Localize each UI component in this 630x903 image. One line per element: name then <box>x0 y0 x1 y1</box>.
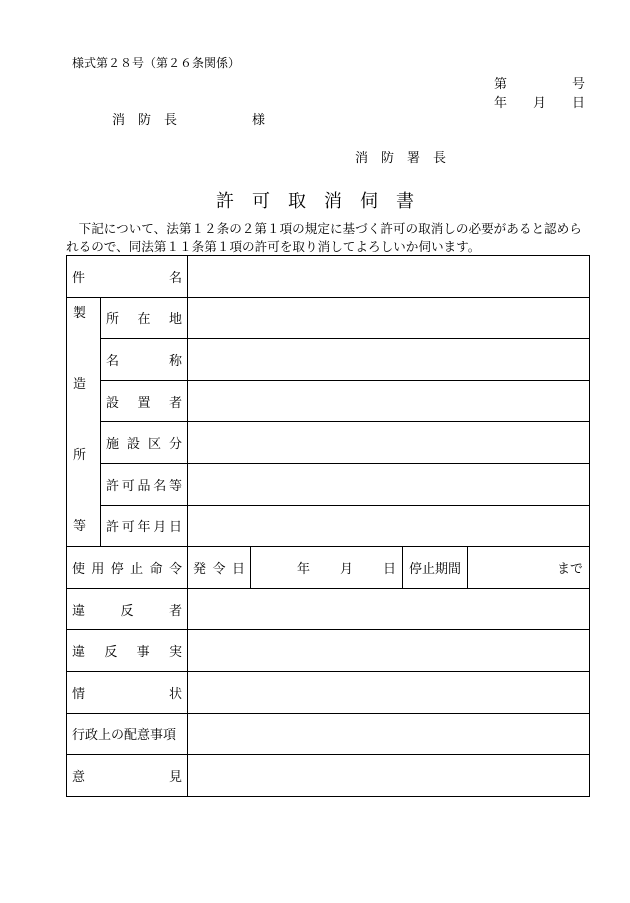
row-permit-date <box>67 505 590 547</box>
label-char: 名 <box>106 353 120 369</box>
label-permit-date <box>101 505 188 547</box>
number-prefix: 第 <box>494 77 508 92</box>
label-case-name <box>67 256 188 298</box>
label-issue-date <box>188 547 251 589</box>
label-char: 許 <box>106 520 120 536</box>
date-month: 月 <box>533 96 547 111</box>
label-char: 発 <box>193 561 207 577</box>
label-char: 違 <box>72 645 86 661</box>
label-char: 使 <box>72 561 86 577</box>
document-title: 許 可 取 消 伺 書 <box>216 191 414 212</box>
sender: 消 防 署 長 <box>355 151 447 166</box>
field-location[interactable] <box>188 297 590 339</box>
label-admin-considerations: 行政上の配意事項 <box>67 713 188 755</box>
label-char: 名 <box>168 270 182 286</box>
label-char: 令 <box>212 561 226 577</box>
label-char: 在 <box>137 312 151 328</box>
label-char: 製 <box>73 305 87 321</box>
field-facility-class[interactable] <box>188 422 590 464</box>
label-char: 違 <box>72 603 86 619</box>
label-permitted-items <box>101 463 188 505</box>
label-char: 地 <box>168 312 182 328</box>
row-violation-facts <box>67 630 590 672</box>
label-char: 情 <box>72 686 86 702</box>
label-char: 者 <box>168 603 182 619</box>
addressee <box>112 109 266 128</box>
row-opinion <box>67 755 590 797</box>
field-violator[interactable] <box>188 588 590 630</box>
label-char: 名 <box>153 478 167 494</box>
label-char: 停 <box>110 561 124 577</box>
row-violator <box>67 588 590 630</box>
date-day: 日 <box>572 96 586 111</box>
label-char: 区 <box>147 437 161 453</box>
row-case-name <box>67 256 590 298</box>
label-violator <box>67 588 188 630</box>
intro-text: 下記について、法第１２条の２第１項の規定に基づく許可の取消しの必要があると認められるので、同法第１１条第１項の許可を取り消してよろしいか伺います。 <box>66 221 582 254</box>
label-char: 称 <box>168 353 182 369</box>
issue-year-label: 年 <box>296 561 310 577</box>
label-char: 日 <box>231 561 245 577</box>
field-case-name[interactable] <box>188 256 590 298</box>
label-char: 所 <box>106 312 120 328</box>
label-char: 見 <box>168 769 182 785</box>
row-circumstances <box>67 671 590 713</box>
label-char: 等 <box>73 518 87 534</box>
label-char: 設 <box>106 395 120 411</box>
label-char: 意 <box>72 769 86 785</box>
form-table <box>66 255 590 797</box>
issue-day-label: 日 <box>382 561 396 577</box>
label-char: 状 <box>168 686 182 702</box>
row-installer <box>67 380 590 422</box>
label-char: 事 <box>136 645 150 661</box>
field-opinion[interactable] <box>188 755 590 797</box>
issue-month-label: 月 <box>339 561 353 577</box>
row-permitted-items <box>67 463 590 505</box>
field-permitted-items[interactable] <box>188 463 590 505</box>
field-circumstances[interactable] <box>188 671 590 713</box>
row-admin-considerations <box>67 713 590 755</box>
date-year: 年 <box>494 96 508 111</box>
label-char: 分 <box>168 437 182 453</box>
label-char: 月 <box>153 520 167 536</box>
field-installer[interactable] <box>188 380 590 422</box>
label-char: 年 <box>137 520 151 536</box>
label-char: 令 <box>168 561 182 577</box>
label-char: 許 <box>106 478 120 494</box>
number-suffix: 号 <box>572 77 586 92</box>
label-violation-facts <box>67 630 188 672</box>
label-char: 可 <box>121 478 135 494</box>
label-char: 施 <box>106 437 120 453</box>
row-name <box>67 339 590 381</box>
label-circumstances <box>67 671 188 713</box>
label-char: 可 <box>121 520 135 536</box>
row-facility-class <box>67 422 590 464</box>
field-admin-considerations[interactable] <box>188 713 590 755</box>
label-installer <box>101 380 188 422</box>
label-char: 品 <box>137 478 151 494</box>
row-location <box>67 297 590 339</box>
label-facility-group <box>67 297 101 547</box>
field-suspension-period[interactable] <box>468 547 590 589</box>
field-name[interactable] <box>188 339 590 381</box>
label-char: 止 <box>130 561 144 577</box>
label-char: 命 <box>149 561 163 577</box>
label-char: 反 <box>120 603 134 619</box>
label-char: 設 <box>126 437 140 453</box>
label-opinion <box>67 755 188 797</box>
label-char: 実 <box>168 645 182 661</box>
label-char: 用 <box>91 561 105 577</box>
until-label: まで <box>556 561 583 577</box>
addressee-title: 消 防 長 <box>112 113 178 128</box>
label-suspension-order <box>67 547 188 589</box>
label-name <box>101 339 188 381</box>
label-char: 件 <box>72 270 86 286</box>
field-issue-date[interactable] <box>251 547 403 589</box>
field-violation-facts[interactable] <box>188 630 590 672</box>
label-char: 造 <box>73 376 87 392</box>
label-location <box>101 297 188 339</box>
form-number: 様式第２８号（第２６条関係） <box>72 56 241 70</box>
label-char: 反 <box>104 645 118 661</box>
label-char: 日 <box>168 520 182 536</box>
row-suspension-order <box>67 547 590 589</box>
label-char: 置 <box>137 395 151 411</box>
label-suspension-period: 停止期間 <box>403 547 468 589</box>
label-facility-class <box>101 422 188 464</box>
label-char: 等 <box>168 478 182 494</box>
field-permit-date[interactable] <box>188 505 590 547</box>
label-char: 者 <box>168 395 182 411</box>
addressee-honorific: 様 <box>252 113 266 128</box>
label-char: 所 <box>73 447 87 463</box>
